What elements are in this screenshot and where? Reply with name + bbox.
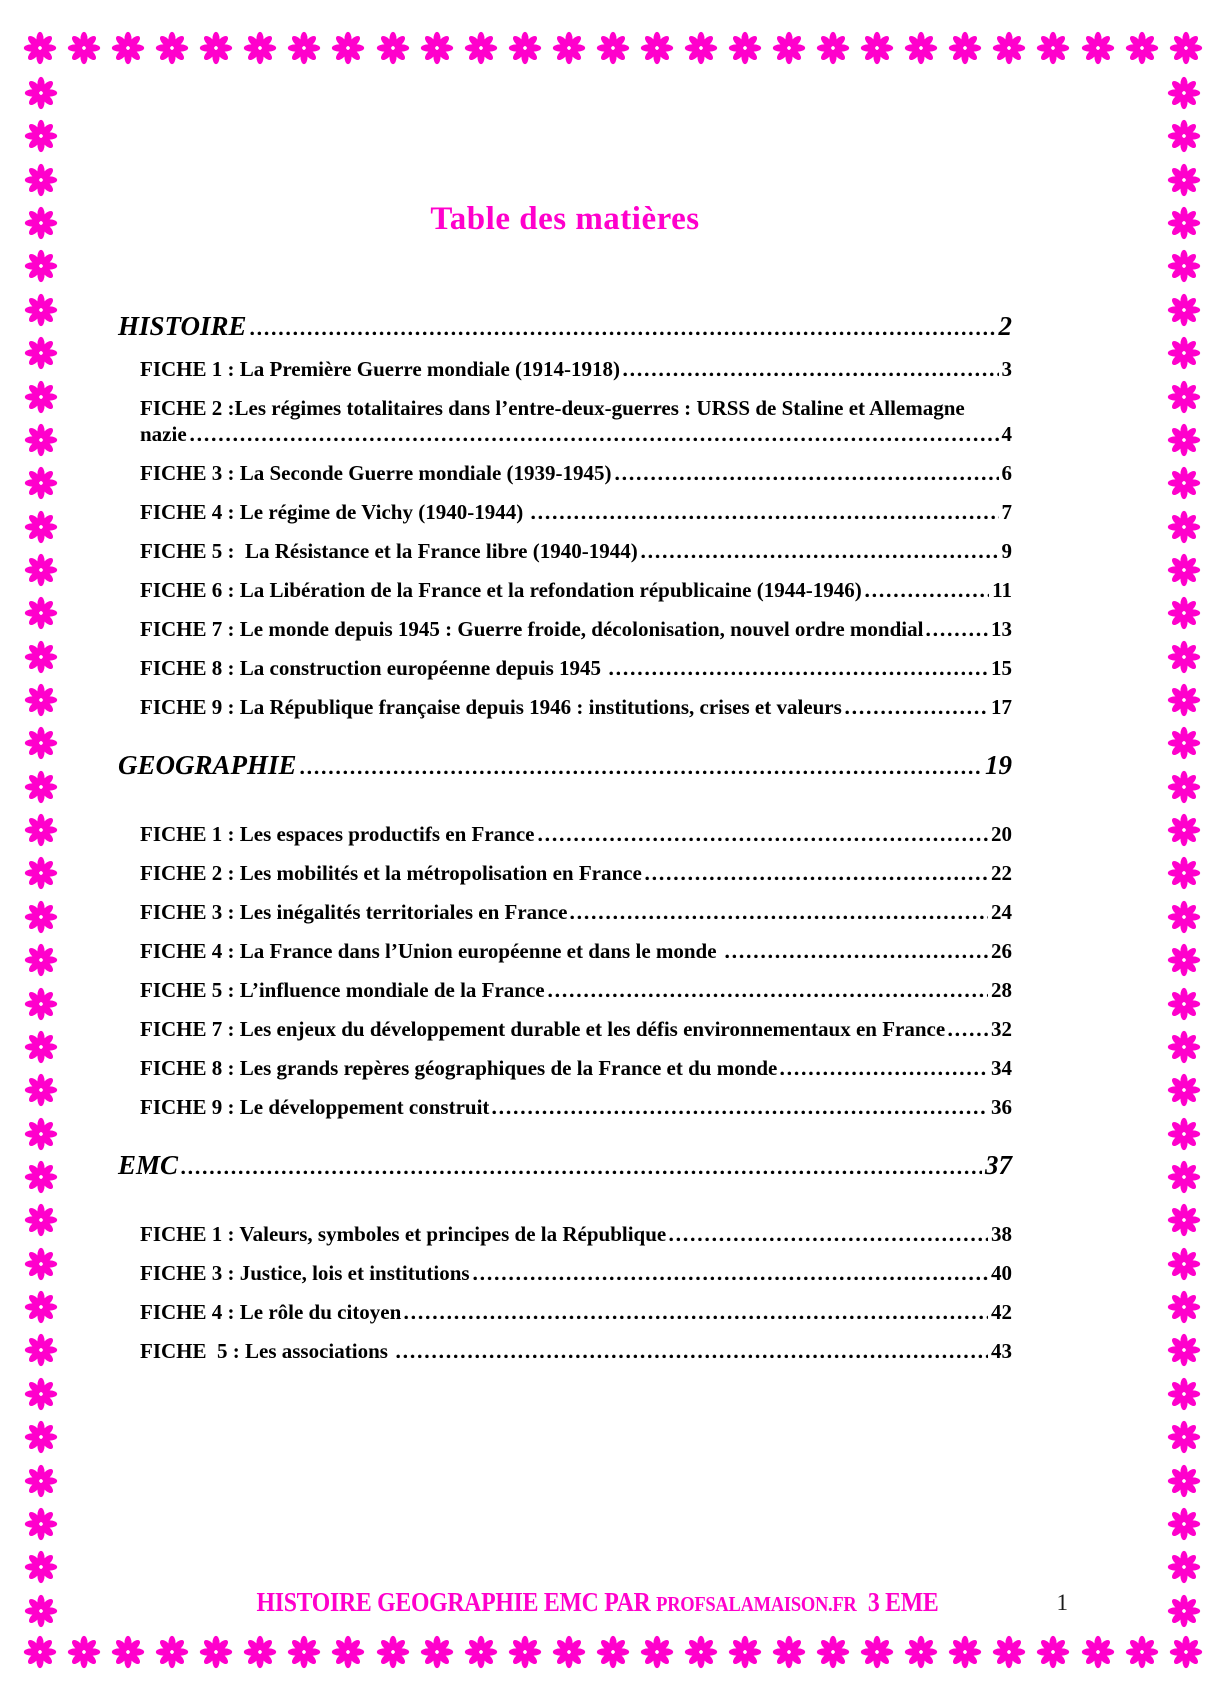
flower-icon — [331, 1635, 365, 1669]
flower-icon — [1167, 596, 1201, 630]
flower-icon — [1167, 1247, 1201, 1281]
flower-icon — [24, 1594, 58, 1628]
flower-icon — [1167, 856, 1201, 890]
dot-leader — [609, 671, 988, 676]
toc-entry[interactable] — [118, 655, 1012, 681]
flower-icon — [1167, 1507, 1201, 1541]
flower-icon — [1036, 1635, 1070, 1669]
toc-entry-page-number: 43 — [991, 1339, 1012, 1363]
flower-icon — [24, 813, 58, 847]
toc-entry-page-number: 26 — [991, 939, 1012, 963]
toc-entry[interactable] — [118, 977, 1012, 1003]
flower-icon — [67, 1635, 101, 1669]
flower-icon — [1167, 380, 1201, 414]
dot-leader — [948, 1032, 988, 1037]
flower-icon — [24, 1030, 58, 1064]
dot-leader — [669, 1237, 988, 1242]
flower-icon — [1167, 900, 1201, 934]
flower-icon — [243, 1635, 277, 1669]
toc-entry-continuation-line — [140, 421, 1012, 447]
flower-icon — [1167, 293, 1201, 327]
toc-entry-row — [140, 1299, 1012, 1325]
toc-entry-row — [140, 899, 1012, 925]
flower-icon — [24, 423, 58, 457]
flower-icon — [24, 249, 58, 283]
toc-entry-label: FICHE 7 : Le monde depuis 1945 : Guerre froide, décolonisation, nouvel ordre mondial — [140, 617, 924, 641]
toc-entry-page-number: 7 — [1001, 500, 1012, 524]
dot-leader — [845, 710, 988, 715]
flower-icon — [24, 553, 58, 587]
flower-icon — [24, 466, 58, 500]
flower-icon — [1169, 31, 1203, 65]
toc-entry-label: FICHE 2 : Les mobilités et la métropolisation en France — [140, 861, 642, 885]
toc-entry[interactable] — [118, 899, 1012, 925]
flower-icon — [552, 1635, 586, 1669]
toc-entry-row — [140, 860, 1012, 886]
toc-entry-label: FICHE 3 : Justice, lois et institutions — [140, 1261, 470, 1285]
flower-icon — [1167, 1333, 1201, 1367]
toc-entry-row — [140, 694, 1012, 720]
flower-icon — [1167, 1030, 1201, 1064]
flower-icon — [1036, 31, 1070, 65]
flower-icon — [1167, 1377, 1201, 1411]
flower-icon — [1167, 1117, 1201, 1151]
toc-entry-row — [140, 938, 1012, 964]
toc-entry-row — [140, 1016, 1012, 1042]
toc-section-page-number: 37 — [985, 1150, 1012, 1180]
dot-leader — [404, 1315, 988, 1320]
toc-entry-label-continued: nazie — [140, 422, 187, 446]
flower-icon — [1167, 1290, 1201, 1324]
toc-entry-row — [140, 1055, 1012, 1081]
flower-icon — [948, 1635, 982, 1669]
toc-entry-row — [140, 655, 1012, 681]
flower-icon — [1167, 76, 1201, 110]
flower-icon — [23, 31, 57, 65]
toc-entry-label: FICHE 6 : La Libération de la France et la refondation républicaine (1944-1946) — [140, 578, 862, 602]
footer-site-name: PROFSALAMAISON.FR — [655, 1592, 857, 1616]
flower-icon — [1167, 423, 1201, 457]
flower-icon — [420, 1635, 454, 1669]
dot-leader — [250, 331, 996, 336]
flower-icon — [1167, 206, 1201, 240]
flower-icon — [1125, 1635, 1159, 1669]
toc-section-heading[interactable] — [118, 310, 1012, 342]
flower-icon — [1167, 466, 1201, 500]
toc-entry[interactable] — [118, 694, 1012, 720]
flower-icon — [24, 1073, 58, 1107]
toc-entry-row — [140, 821, 1012, 847]
toc-entry-row — [140, 356, 1012, 382]
flower-icon — [1167, 1420, 1201, 1454]
flower-icon — [904, 1635, 938, 1669]
flower-icon — [1167, 119, 1201, 153]
toc-entry-row — [140, 616, 1012, 642]
toc-section — [118, 749, 1012, 1120]
toc-entry[interactable] — [118, 1016, 1012, 1042]
toc-entry-page-number: 20 — [991, 822, 1012, 846]
toc-entry-page-number: 36 — [991, 1095, 1012, 1119]
toc-section — [118, 310, 1012, 720]
flower-icon — [24, 596, 58, 630]
toc-entry[interactable] — [118, 1299, 1012, 1325]
flower-icon — [24, 726, 58, 760]
flower-icon — [640, 1635, 674, 1669]
flower-icon — [1167, 726, 1201, 760]
footer-text-end: 3 EME — [856, 1587, 938, 1617]
flower-icon — [860, 1635, 894, 1669]
flower-icon — [67, 31, 101, 65]
toc-entry-page-number: 34 — [991, 1056, 1012, 1080]
toc-entry-row — [140, 1221, 1012, 1247]
flower-icon — [24, 163, 58, 197]
flower-icon — [24, 640, 58, 674]
toc-entry-page-number: 17 — [991, 695, 1012, 719]
dot-leader — [492, 1110, 988, 1115]
flower-icon — [24, 336, 58, 370]
toc-entry[interactable] — [118, 1338, 1012, 1364]
toc-entry-page-number: 15 — [991, 656, 1012, 680]
flower-icon — [24, 1333, 58, 1367]
flower-icon — [24, 900, 58, 934]
flower-icon — [24, 987, 58, 1021]
toc-entry[interactable] — [118, 356, 1012, 382]
flower-icon — [1167, 1073, 1201, 1107]
toc-entry-row — [140, 1094, 1012, 1120]
footer — [118, 1587, 1076, 1618]
toc-entry-row — [140, 1260, 1012, 1286]
toc-entry-row — [140, 1338, 1012, 1364]
flower-icon — [1081, 1635, 1115, 1669]
flower-icon — [24, 380, 58, 414]
dot-leader — [181, 1170, 982, 1175]
toc-entry-page-number: 42 — [991, 1300, 1012, 1324]
toc-entry[interactable] — [118, 538, 1012, 564]
toc-entry[interactable] — [118, 577, 1012, 603]
flower-icon — [1167, 1550, 1201, 1584]
flower-icon — [376, 1635, 410, 1669]
toc-entry[interactable] — [118, 499, 1012, 525]
toc-entry-label: FICHE 1 : Les espaces productifs en France — [140, 822, 535, 846]
toc-entry-page-number: 6 — [1001, 461, 1012, 485]
flower-icon — [1125, 31, 1159, 65]
page-title: Table des matières — [430, 201, 700, 237]
toc-entry-page-number: 24 — [991, 900, 1012, 924]
toc-entry-label: FICHE 4 : Le régime de Vichy (1940-1944) — [140, 500, 529, 524]
toc-entry-label: FICHE 7 : Les enjeux du développement durable et les défis environnementaux en France — [140, 1017, 946, 1041]
dot-leader — [865, 593, 989, 598]
flower-icon — [464, 1635, 498, 1669]
flower-icon — [1167, 640, 1201, 674]
flower-icon — [24, 1247, 58, 1281]
footer-page-number: 1 — [1056, 1590, 1068, 1615]
toc-section — [118, 1149, 1012, 1364]
flower-border-bottom — [23, 1634, 1203, 1670]
flower-icon — [24, 206, 58, 240]
toc-entry-label: FICHE 5 : Les associations — [140, 1339, 394, 1363]
flower-icon — [24, 1117, 58, 1151]
toc-entry[interactable] — [118, 395, 1012, 447]
toc-entry-row — [140, 499, 1012, 525]
dot-leader — [645, 876, 988, 881]
flower-icon — [24, 119, 58, 153]
flower-icon — [23, 1635, 57, 1669]
toc-entry[interactable] — [118, 1094, 1012, 1120]
flower-icon — [1167, 1203, 1201, 1237]
toc-entry-label: FICHE 8 : Les grands repères géographiques de la France et du monde — [140, 1056, 778, 1080]
dot-leader — [473, 1276, 988, 1281]
toc-section-label: GEOGRAPHIE — [118, 750, 297, 780]
dot-leader — [780, 1071, 988, 1076]
flower-icon — [111, 1635, 145, 1669]
flower-icon — [1081, 31, 1115, 65]
toc-entry[interactable] — [118, 1055, 1012, 1081]
toc-entry-row — [140, 460, 1012, 486]
flower-icon — [24, 770, 58, 804]
flower-icon — [508, 1635, 542, 1669]
flower-icon — [155, 1635, 189, 1669]
dot-leader — [538, 837, 989, 842]
toc-entry-page-number: 9 — [1001, 539, 1012, 563]
toc-entry[interactable] — [118, 1221, 1012, 1247]
flower-icon — [684, 1635, 718, 1669]
toc-entry-label: FICHE 4 : Le rôle du citoyen — [140, 1300, 402, 1324]
toc-entry-page-number: 40 — [991, 1261, 1012, 1285]
toc-entry[interactable] — [118, 1260, 1012, 1286]
toc-entry[interactable] — [118, 821, 1012, 847]
flower-icon — [24, 943, 58, 977]
toc-section-heading[interactable] — [118, 749, 1012, 781]
content-area — [118, 0, 1012, 1377]
toc-entry-label: FICHE 5 : La Résistance et la France libre (1940-1944) — [140, 539, 638, 563]
flower-icon — [772, 1635, 806, 1669]
flower-icon — [24, 1377, 58, 1411]
flower-icon — [1167, 813, 1201, 847]
toc-entry-label: FICHE 8 : La construction européenne depuis 1945 — [140, 656, 607, 680]
flower-border-right — [1166, 76, 1202, 1628]
toc-entry-row — [140, 977, 1012, 1003]
flower-icon — [287, 1635, 321, 1669]
toc-entry-page-number: 38 — [991, 1222, 1012, 1246]
dot-leader — [570, 915, 988, 920]
dot-leader — [396, 1354, 988, 1359]
flower-icon — [1167, 770, 1201, 804]
toc-section-label: HISTOIRE — [118, 311, 247, 341]
flower-icon — [1169, 1635, 1203, 1669]
toc-entry-page-number: 28 — [991, 978, 1012, 1002]
toc-entry-label: FICHE 3 : Les inégalités territoriales en France — [140, 900, 568, 924]
dot-leader — [615, 476, 999, 481]
flower-icon — [24, 1203, 58, 1237]
flower-icon — [1167, 943, 1201, 977]
flower-icon — [24, 1550, 58, 1584]
flower-icon — [24, 1420, 58, 1454]
toc-entry-label: FICHE 1 : La Première Guerre mondiale (1914-1918) — [140, 357, 620, 381]
toc-entry-label: FICHE 2 :Les régimes totalitaires dans l’entre-deux-guerres : URSS de Staline et Allemagne — [140, 396, 965, 420]
flower-icon — [1167, 163, 1201, 197]
flower-icon — [24, 1507, 58, 1541]
flower-icon — [24, 510, 58, 544]
toc-entry[interactable] — [118, 460, 1012, 486]
toc-entry-page-number: 13 — [991, 617, 1012, 641]
toc-section-heading[interactable] — [118, 1149, 1012, 1181]
dot-leader — [641, 554, 999, 559]
dot-leader — [926, 632, 988, 637]
flower-icon — [1167, 683, 1201, 717]
toc-entry-row — [140, 577, 1012, 603]
toc-entry-page-number: 11 — [992, 578, 1012, 602]
toc-entry-label: FICHE 3 : La Seconde Guerre mondiale (1939-1945) — [140, 461, 612, 485]
toc-entry[interactable] — [118, 938, 1012, 964]
dot-leader — [190, 437, 999, 442]
toc-entry-label: FICHE 4 : La France dans l’Union européenne et dans le monde — [140, 939, 722, 963]
flower-icon — [992, 1635, 1026, 1669]
toc-entry-page-number: 3 — [1001, 357, 1012, 381]
flower-icon — [1167, 553, 1201, 587]
toc-entry-page-number: 32 — [991, 1017, 1012, 1041]
flower-border-left — [23, 76, 59, 1628]
flower-icon — [1167, 1160, 1201, 1194]
toc-entry-page-number: 4 — [1001, 422, 1012, 446]
toc-entry-label: FICHE 9 : Le développement construit — [140, 1095, 490, 1119]
table-of-contents — [118, 310, 1012, 1364]
flower-icon — [1167, 336, 1201, 370]
flower-icon — [728, 1635, 762, 1669]
flower-icon — [24, 1464, 58, 1498]
toc-entry-label: FICHE 1 : Valeurs, symboles et principes de la République — [140, 1222, 667, 1246]
flower-icon — [1167, 249, 1201, 283]
flower-icon — [816, 1635, 850, 1669]
toc-entry-label: FICHE 9 : La République française depuis 1946 : institutions, crises et valeurs — [140, 695, 842, 719]
toc-entry-page-number: 22 — [991, 861, 1012, 885]
flower-icon — [1167, 1594, 1201, 1628]
toc-entry-row — [140, 538, 1012, 564]
flower-icon — [24, 1290, 58, 1324]
dot-leader — [531, 515, 998, 520]
toc-section-label: EMC — [118, 1150, 179, 1180]
flower-icon — [1167, 1464, 1201, 1498]
footer-text-main: HISTOIRE GEOGRAPHIE EMC PAR — [255, 1587, 656, 1617]
flower-icon — [1167, 510, 1201, 544]
flower-icon — [1167, 987, 1201, 1021]
dot-leader — [548, 993, 988, 998]
toc-entry[interactable] — [118, 616, 1012, 642]
toc-section-page-number: 2 — [998, 311, 1012, 341]
flower-icon — [24, 76, 58, 110]
flower-icon — [24, 1160, 58, 1194]
dot-leader — [725, 954, 988, 959]
flower-icon — [199, 1635, 233, 1669]
flower-icon — [596, 1635, 630, 1669]
footer-text — [256, 1587, 938, 1618]
toc-entry[interactable] — [118, 860, 1012, 886]
flower-icon — [24, 293, 58, 327]
flower-icon — [24, 683, 58, 717]
dot-leader — [623, 372, 999, 377]
dot-leader — [300, 770, 982, 775]
toc-section-page-number: 19 — [985, 750, 1012, 780]
flower-icon — [24, 856, 58, 890]
toc-entry-label: FICHE 5 : L’influence mondiale de la France — [140, 978, 545, 1002]
